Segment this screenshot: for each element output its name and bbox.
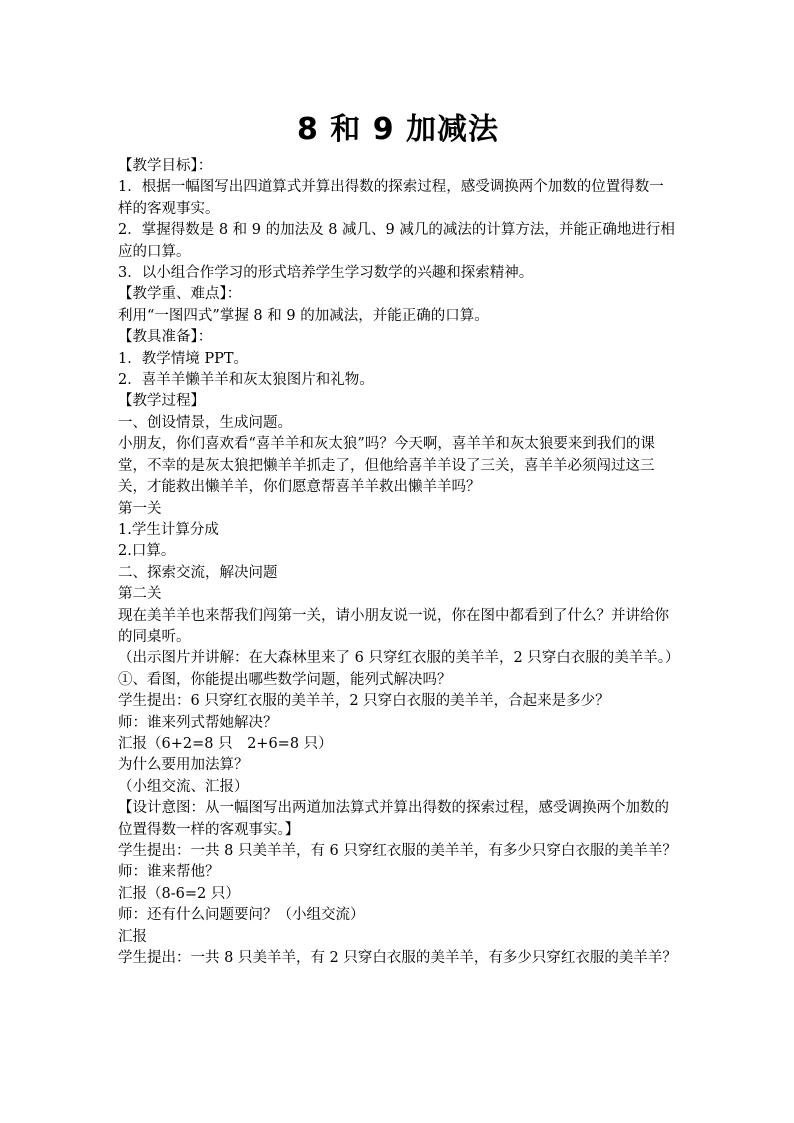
materials-item-2: 2．喜羊羊懒羊羊和灰太狼图片和礼物。 [118, 372, 374, 389]
design-intent-note: 【设计意图：从一幅图写出两道加法算式并算出得数的探索过程，感受调换两个加数的位置得数一样的客观事实。】 [118, 800, 669, 838]
paragraph: 学生提出：一共 8 只美羊羊，有 2 只穿白衣服的美羊羊，有多少只穿红衣服的美羊羊？ [118, 950, 677, 967]
section-heading-materials: 【教具准备】： [118, 329, 213, 346]
materials-item-1: 1．教学情境 PPT。 [118, 350, 249, 367]
key-points-text: 利用“一图四式”掌握 8 和 9 的加减法，并能正确的口算。 [118, 307, 489, 324]
paragraph: 小朋友，你们喜欢看“喜羊羊和灰太狼”吗？今天啊，喜羊羊和灰太狼要来到我们的课堂，不幸的是灰太狼把懒羊羊抓走了，但他给喜羊羊设了三关，喜羊羊必须闯过这三关，才能救出懒羊羊，你们愿意帮喜羊羊救出懒羊羊吗？ [118, 436, 655, 496]
paragraph: （出示图片并讲解：在大森林里来了 6 只穿红衣服的美羊羊，2 只穿白衣服的美羊羊。） [118, 650, 680, 667]
process-step-1-heading: 一、创设情景，生成问题。 [118, 414, 292, 431]
paragraph: 现在美羊羊也来帮我们闯第一关，请小朋友说一说，你在图中都看到了什么？并讲给你的同桌听。 [118, 607, 669, 645]
paragraph: 师：谁来帮他？ [118, 864, 220, 881]
section-heading-process: 【教学过程】 [118, 393, 205, 410]
level-2-heading: 第二关 [118, 586, 162, 603]
paragraph: 为什么要用加法算？ [118, 757, 249, 774]
paragraph: 汇报 [118, 928, 147, 945]
objective-item-3: 3．以小组合作学习的形式培养学生学习数学的兴趣和探索精神。 [118, 265, 534, 282]
document-body [118, 156, 678, 969]
document-page [118, 110, 678, 969]
paragraph: （小组交流、汇报） [118, 778, 249, 795]
paragraph: 汇报（6+2=8 只 2+6=8 只） [118, 735, 333, 752]
paragraph: 2.口算。 [118, 543, 176, 560]
paragraph: 学生提出：6 只穿红衣服的美羊羊，2 只穿白衣服的美羊羊，合起来是多少？ [118, 693, 610, 710]
level-1-heading: 第一关 [118, 500, 162, 517]
section-heading-key-points: 【教学重、难点】： [118, 286, 242, 303]
paragraph: ①、看图，你能提出哪些数学问题，能列式解决吗？ [118, 671, 452, 688]
page-title: 8 和 9 加减法 [296, 112, 500, 147]
objective-item-2: 2．掌握得数是 8 和 9 的加法及 8 减几、9 减几的减法的计算方法，并能正确地进行相应的口算。 [118, 222, 675, 260]
process-step-2-heading: 二、探索交流，解决问题 [118, 564, 278, 581]
paragraph: 汇报（8-6=2 只） [118, 885, 240, 902]
section-heading-objectives: 【教学目标】： [118, 158, 213, 174]
paragraph: 师：还有什么问题要问？（小组交流） [118, 907, 365, 924]
paragraph: 学生提出：一共 8 只美羊羊，有 6 只穿红衣服的美羊羊，有多少只穿白衣服的美羊羊？ [118, 843, 677, 859]
paragraph: 1.学生计算分成 [118, 521, 219, 538]
objective-item-1: 1．根据一幅图写出四道算式并算出得数的探索过程，感受调换两个加数的位置得数一样的客观事实。 [118, 179, 664, 217]
paragraph: 师：谁来列式帮她解决？ [118, 714, 278, 731]
